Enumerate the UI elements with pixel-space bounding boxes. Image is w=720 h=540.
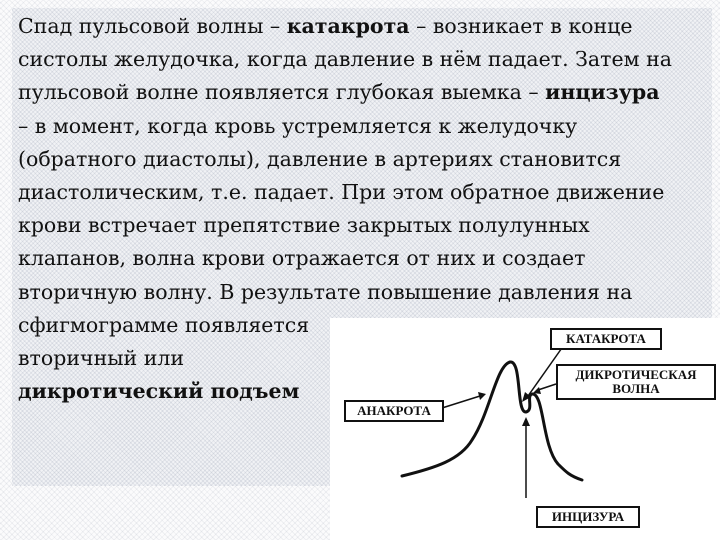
text-line bbox=[18, 176, 708, 209]
arrow-dicrotic bbox=[538, 384, 556, 390]
text-line bbox=[18, 242, 708, 275]
text-line bbox=[18, 209, 708, 242]
arrowhead-anakrota bbox=[478, 392, 486, 400]
text-segment: вторичную волну. В результате повышение давления на bbox=[18, 279, 633, 304]
dicrotic-text-line2: ВОЛНА bbox=[612, 381, 660, 396]
text-line bbox=[18, 76, 708, 109]
text-line bbox=[18, 143, 708, 176]
text-line bbox=[18, 276, 708, 309]
anakrota-text: АНАКРОТА bbox=[357, 403, 431, 418]
label-incisura bbox=[536, 506, 640, 528]
text-segment: крови встречает препятствие закрытых полулунных bbox=[18, 213, 590, 238]
text-line bbox=[18, 10, 708, 43]
label-anakrota bbox=[344, 400, 444, 422]
label-katakrota bbox=[550, 328, 662, 350]
arrowhead-incisura bbox=[522, 417, 530, 426]
text-segment: – в момент, когда кровь устремляется к желудочку bbox=[18, 113, 578, 138]
text-segment: (обратного диастолы), давление в артериях становится bbox=[18, 146, 622, 171]
text-line bbox=[18, 110, 708, 143]
text-segment: вторичный или bbox=[18, 346, 185, 371]
label-dicrotic-wave bbox=[556, 364, 716, 400]
dicrotic-text-line1: ДИКРОТИЧЕСКАЯ bbox=[575, 367, 697, 382]
text-segment: клапанов, волна крови отражается от них и создает bbox=[18, 246, 586, 271]
pulse-wave-figure bbox=[330, 318, 720, 540]
bold-term: катакрота bbox=[286, 14, 410, 38]
arrow-anakrota bbox=[442, 396, 480, 408]
text-segment: пульсовой волне появляется глубокая выемка – bbox=[18, 80, 546, 105]
sphygmogram-diagram bbox=[330, 318, 720, 540]
text-line bbox=[18, 43, 708, 76]
bold-term: инцизура bbox=[545, 80, 660, 105]
text-segment: Спад пульсовой волны – bbox=[18, 14, 287, 38]
bold-term: дикротический подъем bbox=[18, 379, 300, 404]
katakrota-text: КАТАКРОТА bbox=[566, 331, 646, 346]
incisura-text: ИНЦИЗУРА bbox=[551, 509, 625, 524]
text-segment: – возникает в конце bbox=[409, 14, 633, 38]
text-segment: систолы желудочка, когда давление в нём падает. Затем на bbox=[18, 47, 672, 72]
text-segment: диастолическим, т.е. падает. При этом обратное движение bbox=[18, 180, 665, 205]
text-segment: сфигмограмме появляется bbox=[18, 312, 310, 337]
